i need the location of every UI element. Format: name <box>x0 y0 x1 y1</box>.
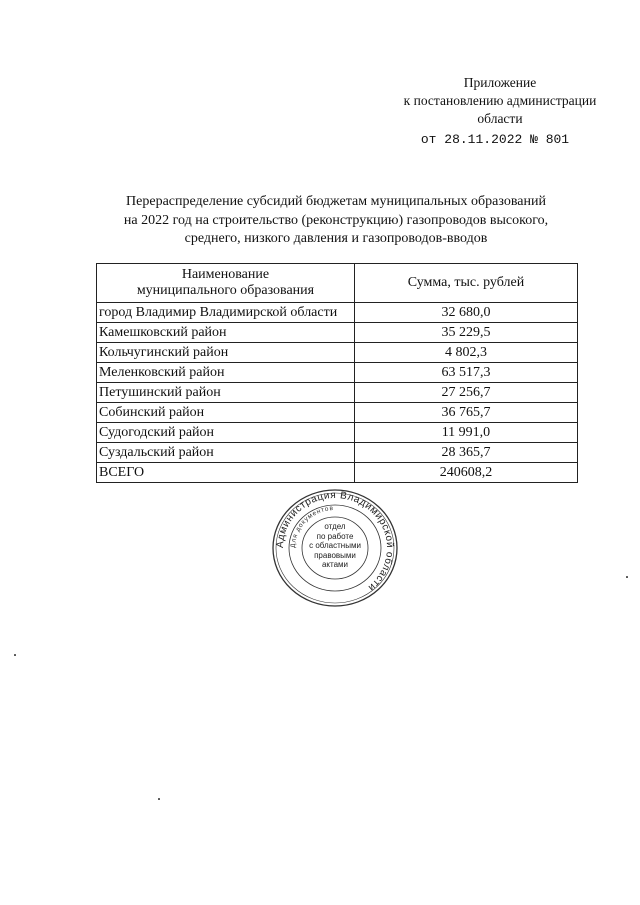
municipality-name: Меленковский район <box>97 363 355 383</box>
total-amount: 240608,2 <box>354 463 577 483</box>
table-row <box>97 303 578 323</box>
stamp-inner-text: Для документов <box>289 504 334 549</box>
municipality-name: Собинский район <box>97 403 355 423</box>
table-row <box>97 343 578 363</box>
municipality-name: Камешковский район <box>97 323 355 343</box>
column-header-name-line-2: муниципального образования <box>136 283 315 298</box>
stamp-center-text <box>270 522 400 570</box>
table-row <box>97 323 578 343</box>
subsidies-table <box>96 263 578 483</box>
municipality-name: Кольчугинский район <box>97 343 355 363</box>
municipality-name: Петушинский район <box>97 383 355 403</box>
table-row <box>97 363 578 383</box>
stamp-center-line: по работе <box>316 531 354 541</box>
table-header-row <box>97 264 578 303</box>
subsidy-amount: 11 991,0 <box>354 423 577 443</box>
document-heading <box>96 193 576 249</box>
appendix-title: Приложение <box>463 75 537 90</box>
subsidy-amount: 63 517,3 <box>354 363 577 383</box>
scan-speck <box>626 576 628 578</box>
subsidy-amount: 36 765,7 <box>354 403 577 423</box>
scan-speck <box>158 798 160 800</box>
stamp-outer-text: Администрация Владимирской области <box>274 489 396 594</box>
table-total-row <box>97 463 578 483</box>
subsidy-amount: 28 365,7 <box>354 443 577 463</box>
total-label: ВСЕГО <box>97 463 355 483</box>
table-row <box>97 383 578 403</box>
appendix-subtitle: к постановлению администрации <box>403 93 597 108</box>
scan-speck <box>14 654 16 656</box>
municipality-name: Суздальский район <box>97 443 355 463</box>
stamp-center-line: отдел <box>324 522 346 531</box>
stamp-center-line: правовыми <box>314 550 356 560</box>
municipality-name: Судогодский район <box>97 423 355 443</box>
document-reference: от 28.11.2022 № 801 <box>420 132 570 147</box>
table-row <box>97 423 578 443</box>
stamp-center-line: актами <box>321 560 349 569</box>
official-stamp <box>270 488 400 608</box>
subsidy-amount: 4 802,3 <box>354 343 577 363</box>
subsidy-amount: 35 229,5 <box>354 323 577 343</box>
column-header-name-line-1: Наименование <box>181 267 270 282</box>
column-header-amount: Сумма, тыс. рублей <box>354 264 577 303</box>
heading-line-3: среднего, низкого давления и газопроводов-вводов <box>184 231 488 246</box>
column-header-name <box>97 264 355 303</box>
municipality-name: город Владимир Владимирской области <box>97 303 355 323</box>
table-row <box>97 443 578 463</box>
heading-line-1: Перераспределение субсидий бюджетам муниципальных образований <box>126 194 546 209</box>
appendix-header <box>380 74 620 149</box>
subsidy-amount: 32 680,0 <box>354 303 577 323</box>
stamp-center-line: с областными <box>309 541 361 550</box>
subsidy-amount: 27 256,7 <box>354 383 577 403</box>
heading-line-2: на 2022 год на строительство (реконструкцию) газопроводов высокого, <box>123 212 549 228</box>
table-row <box>97 403 578 423</box>
appendix-region: области <box>477 111 523 126</box>
